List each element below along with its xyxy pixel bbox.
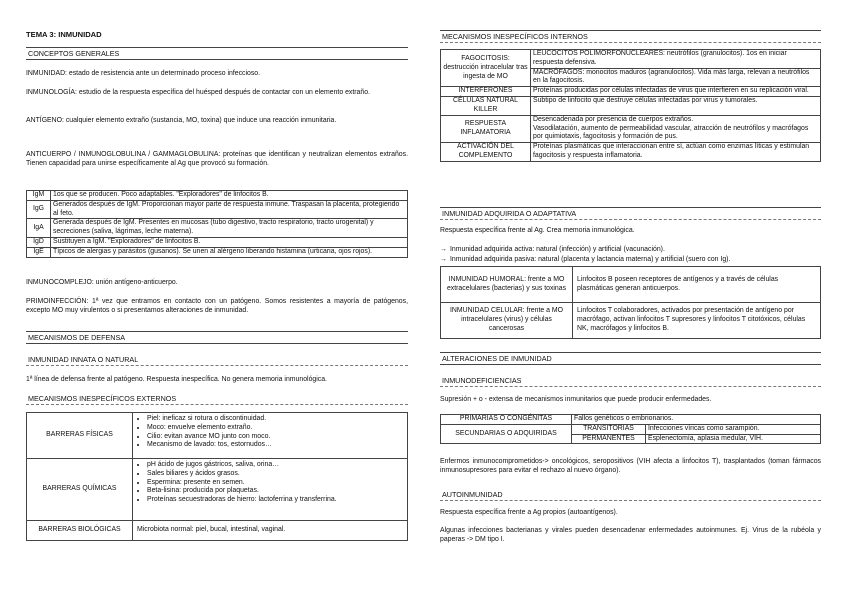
def-desc: Fallos genéticos o embrionarios. xyxy=(572,415,821,425)
adquirida-activa xyxy=(440,246,821,255)
inm-desc: Linfocitos T colaboradores, activados por presentación de antígeno por macrófago, activan linfocitos T supresores y linfocitos T citotóxicos, células NK, macrófagos y linfocitos B. xyxy=(573,303,821,339)
mech-name: ACTIVACIÓN DEL COMPLEMENTO xyxy=(441,143,531,162)
table-row xyxy=(27,219,408,238)
list-item: • Piel: ineficaz si rotura o discontinuidad. xyxy=(147,415,403,424)
list-item: • Beta-lisina: producida por plaquetas. xyxy=(147,487,403,496)
barrera-items xyxy=(133,413,408,459)
table-row xyxy=(441,143,821,162)
inmunidad-table xyxy=(440,266,821,339)
mech-desc: LEUCOCITOS POLIMORFONUCLEARES: neutrófilos (granulocitos). 1os en iniciar respuesta defensiva. xyxy=(531,50,821,69)
list-item: • Sales biliares y ácidos grasos. xyxy=(147,470,403,479)
arrow-icon: → xyxy=(440,256,447,263)
def-primoinfeccion: PRIMOINFECCIÓN: 1ª vez que entramos en contacto con un patógeno. Somos resistentes a mayoría de patógenos, excepto MO muy virulentos o si presentamos alteraciones de inmunidad. xyxy=(26,298,408,314)
ig-table xyxy=(26,190,408,258)
table-row xyxy=(27,191,408,201)
def-type: SECUNDARIAS O ADQUIRIDAS xyxy=(441,424,572,444)
subsection-internos: MECANISMOS INESPECÍFICOS INTERNOS xyxy=(440,30,821,43)
mech-name: INTERFERONES xyxy=(441,87,531,97)
table-row xyxy=(441,415,821,425)
inm-desc: Linfocitos B poseen receptores de antígenos y a través de células plasmáticas generan anticuerpos. xyxy=(573,267,821,303)
table-row xyxy=(441,50,821,69)
def-subtype: TRANSITORIAS xyxy=(572,424,646,434)
autoinm-desc: Respuesta específica frente a Ag propios (autoantígenos). xyxy=(440,509,618,516)
def-inmunocomplejo: INMUNOCOMPLEJO: unión antígeno-anticuerpo. xyxy=(26,279,178,286)
table-row xyxy=(27,521,408,541)
mech-desc: MACRÓFAGOS: monocitos maduros (agranulocitos). Vida más larga, relevan a neutrófilos en la fagocitosis. xyxy=(531,68,821,87)
inm-type: INMUNIDAD HUMORAL: frente a MO extracelulares (bacterias) y sus toxinas xyxy=(441,267,573,303)
table-row xyxy=(441,424,821,434)
section-conceptos: CONCEPTOS GENERALES xyxy=(26,47,408,60)
section-mecanismos: MECANISMOS DE DEFENSA xyxy=(26,331,408,344)
table-row xyxy=(27,247,408,257)
list-item: • Cilio: evitan avance MO junto con moco. xyxy=(147,433,403,442)
enfermos-text: Enfermos inmunocomprometidos-> oncológicos, seropositivos (VIH afecta a linfocitos T), trasplantados (toman fármacos inmunosupresores para evitar el rechazo al nuevo órgano). xyxy=(440,458,821,474)
ig-type: IgA xyxy=(27,219,51,238)
inmunodef-desc: Supresión + o - extensa de mecanismos inmunitarios que puede producir enfermedades. xyxy=(440,396,712,403)
list-item: • Moco: envuelve elemento extraño. xyxy=(147,424,403,433)
mech-desc: Subtipo de linfocito que destruye células infectadas por virus y tumorales. xyxy=(531,97,821,116)
def-inmunologia: INMUNOLOGÍA: estudio de la respuesta específica del huésped después de contactar con un elemento extraño. xyxy=(26,89,370,96)
barreras-table xyxy=(26,412,408,541)
table-row xyxy=(27,413,408,459)
table-row xyxy=(441,87,821,97)
def-anticuerpo: ANTICUERPO / INMUNOGLOBULINA / GAMMAGLOBULINA: proteínas que identifican y neutralizan elementos extraños. Tienen capacidad para unirse específicamente al Ag que provocó su formación. xyxy=(26,151,408,167)
subsection-inmunodef: INMUNODEFICIENCIAS xyxy=(440,375,821,387)
mech-name: FAGOCITOSIS: destrucción intracelular tras ingesta de MO xyxy=(441,50,531,87)
activa-text: Inmunidad adquirida activa: natural (infección) y artificial (vacunación). xyxy=(450,246,665,253)
innata-desc: 1ª línea de defensa frente al patógeno. Respuesta inespecífica. No genera memoria inmunológica. xyxy=(26,376,327,383)
document-title: TEMA 3: INMUNIDAD xyxy=(26,30,102,39)
mech-desc: Proteínas producidas por células infectadas de virus que interfieren en su replicación viral. xyxy=(531,87,821,97)
subsection-externos: MECANISMOS INESPECÍFICOS EXTERNOS xyxy=(26,393,408,405)
table-row xyxy=(441,267,821,303)
arrow-icon: → xyxy=(440,246,447,253)
inm-type: INMUNIDAD CELULAR: frente a MO intracelulares (virus) y células cancerosas xyxy=(441,303,573,339)
barrera-name: BARRERAS QUÍMICAS xyxy=(27,459,133,521)
table-row xyxy=(27,238,408,248)
def-antigeno: ANTÍGENO: cualquier elemento extraño (sustancia, MO, toxina) que induce una reacción inmunitaria. xyxy=(26,117,337,124)
pasiva-text: Inmunidad adquirida pasiva: natural (placenta y lactancia materna) y artificial (suero con Ig). xyxy=(450,256,731,263)
list-item: • Espermina: presente en semen. xyxy=(147,479,403,488)
def-subtype: PERMANENTES xyxy=(572,434,646,444)
subsection-innata: INMUNIDAD INNATA O NATURAL xyxy=(26,354,408,366)
list-item: • Mecanismo de lavado: tos, estornudos… xyxy=(147,441,403,450)
ig-desc: Típicos de alergias y parásitos (gusanos). Se unen al alérgeno liberando histamina (urticaria, ojos rojos). xyxy=(51,247,408,257)
barrera-text: Microbiota normal: piel, bucal, intestinal, vaginal. xyxy=(133,521,408,541)
section-alteraciones: ALTERACIONES DE INMUNIDAD xyxy=(440,352,821,365)
def-desc: Infecciones víricas como sarampión. xyxy=(646,424,821,434)
barrera-items xyxy=(133,459,408,521)
mech-name: CÉLULAS NATURAL KILLER xyxy=(441,97,531,116)
table-row xyxy=(441,303,821,339)
infl-line: Vasodilatación, aumento de permeabilidad vascular, atracción de neutrófilos y macrófagos por quimiotaxis, fagocitosis y formación de pus. xyxy=(533,124,809,141)
list-item: • pH ácido de jugos gástricos, saliva, orina… xyxy=(147,461,403,470)
internos-table xyxy=(440,49,821,162)
table-row xyxy=(27,200,408,219)
mech-name: RESPUESTA INFLAMATORIA xyxy=(441,115,531,142)
table-row xyxy=(441,115,821,142)
ig-desc: 1os que se producen. Poco adaptables. "Exploradores" de linfocitos B. xyxy=(51,191,408,201)
subsection-adquirida: INMUNIDAD ADQUIRIDA O ADAPTATIVA xyxy=(440,207,821,220)
adquirida-pasiva xyxy=(440,256,821,265)
def-inmunidad: INMUNIDAD: estado de resistencia ante un determinado proceso infeccioso. xyxy=(26,70,261,77)
mech-desc: Proteínas plasmáticas que interaccionan entre sí, actúan como enzimas líticas y estimulan fagocitosis y respuesta inflamatoria. xyxy=(531,143,821,162)
ig-type: IgM xyxy=(27,191,51,201)
inmunodef-table xyxy=(440,414,821,444)
def-type: PRIMARIAS O CONGÉNITAS xyxy=(441,415,572,425)
subsection-autoinmunidad: AUTOINMUNIDAD xyxy=(440,489,821,501)
autoinm-ejemplo: Algunas infecciones bacterianas y virales pueden desencadenar enfermedades autoinmunes. Ej. Virus de la rubéola y paperas -> DM tipo I. xyxy=(440,527,821,543)
list-item: • Proteínas secuestradoras de hierro: lactoferrina y transferrina. xyxy=(147,496,403,505)
ig-desc: Generados después de IgM. Proporcionan mayor parte de respuesta inmune. Traspasan la placenta, protegiendo al feto. xyxy=(51,200,408,219)
mech-desc xyxy=(531,115,821,142)
table-row xyxy=(27,459,408,521)
ig-type: IgG xyxy=(27,200,51,219)
adquirida-desc: Respuesta específica frente al Ag. Crea memoria inmunológica. xyxy=(440,227,635,234)
ig-type: IgE xyxy=(27,247,51,257)
infl-line: Desencadenada por presencia de cuerpos extraños. xyxy=(533,115,694,123)
barrera-name: BARRERAS BIOLÓGICAS xyxy=(27,521,133,541)
def-desc: Esplenectomía, aplasia medular, VIH. xyxy=(646,434,821,444)
barrera-name: BARRERAS FÍSICAS xyxy=(27,413,133,459)
ig-desc: Sustituyen a IgM. "Exploradores" de linfocitos B. xyxy=(51,238,408,248)
ig-desc: Generada después de IgM. Presentes en mucosas (tubo digestivo, tracto respiratorio, tracto urogenital) y secreciones (saliva, lágrimas, leche materna). xyxy=(51,219,408,238)
ig-type: IgD xyxy=(27,238,51,248)
table-row xyxy=(441,97,821,116)
